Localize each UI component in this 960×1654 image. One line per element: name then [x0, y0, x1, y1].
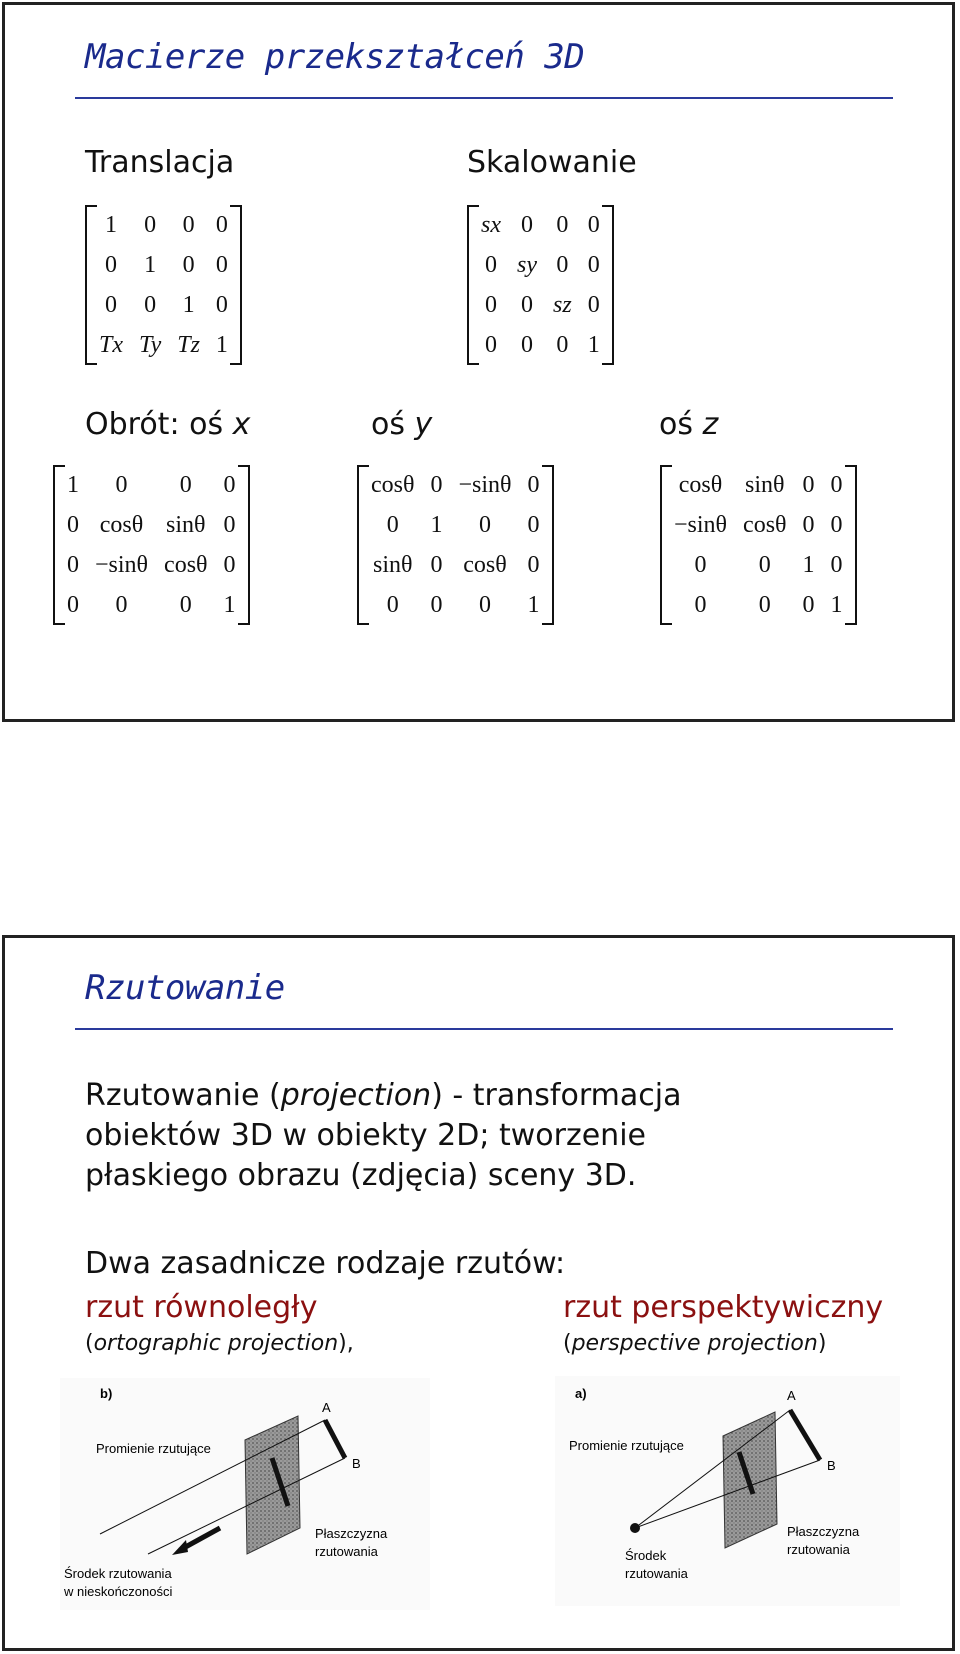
title-underline	[75, 97, 893, 99]
plane-label: rzutowania	[787, 1542, 850, 1557]
matrix-cell: 1	[223, 591, 236, 618]
object-segment	[325, 1420, 345, 1458]
matrix-cell: 0	[758, 551, 771, 578]
matrix-cell: 0	[527, 471, 540, 498]
matrix-cell: 0	[144, 291, 157, 318]
definition-paragraph	[85, 1076, 681, 1196]
matrix-cell: 0	[223, 511, 236, 538]
matrix-cell: −sinθ	[95, 551, 149, 578]
matrix-cell: sy	[517, 251, 537, 278]
matrix-cell: cosθ	[371, 471, 415, 498]
rotation-z-matrix	[660, 465, 857, 625]
left-bracket	[85, 205, 97, 365]
matrix-cell: 1	[802, 551, 815, 578]
left-bracket	[660, 465, 672, 625]
matrix-cell: 0	[521, 291, 533, 318]
matrix-cell: 0	[556, 331, 569, 358]
matrix-cell: 1	[215, 331, 228, 358]
matrix-cell: 0	[802, 591, 815, 618]
matrix-cell: sinθ	[745, 471, 785, 498]
rays-label: Promienie rzutujące	[96, 1441, 211, 1456]
matrix-cell: 1	[67, 471, 79, 498]
axis-x: x	[232, 407, 251, 442]
matrix-cell: sinθ	[372, 551, 413, 578]
matrix-cell: 0	[479, 511, 492, 538]
matrix-cell: −sinθ	[674, 511, 728, 538]
plane-label: rzutowania	[315, 1544, 378, 1559]
matrix-cell: 0	[430, 551, 443, 578]
matrix-cell: 0	[830, 551, 843, 578]
matrix-cell: Ty	[139, 331, 162, 358]
english-term: projection	[280, 1078, 432, 1113]
matrix-cell: −sinθ	[458, 471, 512, 498]
text-span: (	[85, 1331, 94, 1356]
text-span: ),	[338, 1331, 354, 1356]
center-label: Środek	[625, 1548, 667, 1563]
definition-line-2: obiektów 3D w obiekty 2D; tworzenie	[85, 1118, 646, 1153]
center-point-icon	[630, 1523, 640, 1533]
matrix-cell: 0	[144, 211, 157, 238]
left-bracket	[357, 465, 369, 625]
matrix-cell: 0	[694, 551, 707, 578]
definition-line-3: płaskiego obrazu (zdjęcia) sceny 3D.	[85, 1158, 637, 1193]
english-term: perspective projection	[571, 1331, 818, 1356]
matrix-cell: 0	[830, 511, 843, 538]
translation-label: Translacja	[85, 145, 235, 180]
left-bracket	[53, 465, 65, 625]
axis-label-text: oś	[659, 407, 703, 442]
point-b: B	[352, 1456, 361, 1471]
object-segment	[790, 1410, 820, 1460]
center-label: rzutowania	[625, 1566, 688, 1581]
text-span: (	[563, 1331, 572, 1356]
matrix-cell: cosθ	[678, 471, 723, 498]
matrix-cell: 1	[527, 591, 540, 618]
left-bracket	[467, 205, 479, 365]
axis-y: y	[414, 407, 433, 442]
slide-matrices	[2, 2, 955, 722]
rotation-x-matrix	[53, 465, 250, 625]
definition-line-1	[85, 1076, 681, 1116]
axis-z: z	[702, 407, 719, 442]
matrix-cell: 0	[105, 251, 117, 278]
matrix-cell: 1	[830, 591, 843, 618]
matrix-cell: sx	[481, 211, 501, 238]
right-bracket	[230, 205, 242, 365]
matrix-cell: 1	[430, 511, 443, 538]
perspective-projection-english	[563, 1331, 826, 1356]
matrix-cell: 0	[485, 291, 497, 318]
title-underline	[75, 1028, 893, 1030]
rotation-z-label	[659, 407, 718, 442]
english-term: ortographic projection	[93, 1331, 339, 1356]
rotation-y-label	[371, 407, 432, 442]
text-span: ) - transformacja	[431, 1078, 682, 1113]
parallel-projection-figure	[60, 1378, 430, 1610]
matrix-cell: 0	[115, 591, 128, 618]
matrix-cell: 0	[182, 251, 195, 278]
figure-tag: b)	[100, 1386, 113, 1401]
matrix-cell: 0	[587, 251, 600, 278]
matrix-cell: 0	[223, 551, 236, 578]
matrix-cell: 1	[144, 251, 157, 278]
types-heading: Dwa zasadnicze rodzaje rzutów:	[85, 1246, 566, 1281]
rotation-x-label	[85, 407, 250, 442]
matrix-cell: 0	[485, 251, 497, 278]
point-b: B	[827, 1458, 836, 1473]
matrix-cell: Tx	[99, 331, 123, 358]
matrix-cell: 0	[527, 511, 540, 538]
perspective-projection-label: rzut perspektywiczny	[563, 1290, 884, 1325]
matrix-cell: 0	[67, 551, 79, 578]
scaling-label: Skalowanie	[467, 145, 637, 180]
center-label: Środek rzutowania	[64, 1566, 172, 1581]
arrow-head-icon	[172, 1540, 188, 1555]
matrix-cell: 0	[105, 291, 117, 318]
matrix-cell: cosθ	[743, 511, 787, 538]
text-span: Rzutowanie (	[85, 1078, 281, 1113]
scaling-matrix	[467, 205, 614, 365]
matrix-cell: 0	[182, 211, 195, 238]
parallel-projection-english	[85, 1331, 354, 1356]
matrix-cell: 0	[67, 591, 79, 618]
matrix-cell: 1	[587, 331, 600, 358]
right-bracket	[238, 465, 250, 625]
plane-label: Płaszczyzna	[315, 1526, 388, 1541]
matrix-cell: 0	[215, 291, 228, 318]
matrix-cell: 0	[179, 591, 192, 618]
rotation-y-matrix	[357, 465, 554, 625]
matrix-cell: 0	[386, 511, 399, 538]
matrix-cell: 0	[521, 331, 533, 358]
matrix-cell: 0	[215, 211, 228, 238]
matrix-cell: 0	[587, 291, 600, 318]
point-a: A	[787, 1388, 796, 1403]
slide-title: Macierze przekształceń 3D	[85, 37, 585, 77]
matrix-cell: 0	[830, 471, 843, 498]
axis-label-text: oś	[371, 407, 415, 442]
perspective-projection-figure	[555, 1376, 900, 1606]
matrix-cell: 0	[215, 251, 228, 278]
matrix-cell: 0	[430, 591, 443, 618]
matrix-cell: 0	[802, 471, 815, 498]
point-a: A	[322, 1400, 331, 1415]
right-bracket	[542, 465, 554, 625]
matrix-cell: 0	[521, 211, 533, 238]
matrix-cell: sinθ	[166, 511, 206, 538]
matrix-cell: 0	[179, 471, 192, 498]
slide-projection	[2, 935, 955, 1651]
matrix-cell: 0	[758, 591, 771, 618]
slide-title: Rzutowanie	[85, 968, 285, 1008]
right-bracket	[602, 205, 614, 365]
figure-tag: a)	[575, 1386, 587, 1401]
matrix-cell: 0	[802, 511, 815, 538]
matrix-cell: 0	[67, 511, 79, 538]
matrix-cell: 0	[556, 211, 569, 238]
matrix-cell: cosθ	[463, 551, 507, 578]
translation-matrix	[85, 205, 242, 365]
plane-label: Płaszczyzna	[787, 1524, 860, 1539]
matrix-cell: 0	[430, 471, 443, 498]
matrix-cell: cosθ	[99, 511, 144, 538]
matrix-cell: 0	[386, 591, 399, 618]
matrix-cell: 0	[587, 211, 600, 238]
matrix-cell: 0	[485, 331, 497, 358]
right-bracket	[845, 465, 857, 625]
parallel-projection-label: rzut równoległy	[85, 1290, 318, 1325]
matrix-cell: 0	[115, 471, 128, 498]
matrix-cell: 0	[556, 251, 569, 278]
matrix-cell: 0	[694, 591, 707, 618]
matrix-cell: 1	[182, 291, 195, 318]
matrix-cell: 0	[479, 591, 492, 618]
matrix-cell: Tz	[177, 331, 200, 358]
rays-label: Promienie rzutujące	[569, 1438, 684, 1453]
matrix-cell: 0	[223, 471, 236, 498]
matrix-cell: 1	[105, 211, 117, 238]
matrix-cell: cosθ	[164, 551, 208, 578]
text-span: )	[817, 1331, 827, 1356]
matrix-cell: 0	[527, 551, 540, 578]
center-label: w nieskończoności	[64, 1584, 173, 1599]
matrix-cell: sz	[553, 291, 572, 318]
rotation-label-text: Obrót: oś	[85, 407, 233, 442]
